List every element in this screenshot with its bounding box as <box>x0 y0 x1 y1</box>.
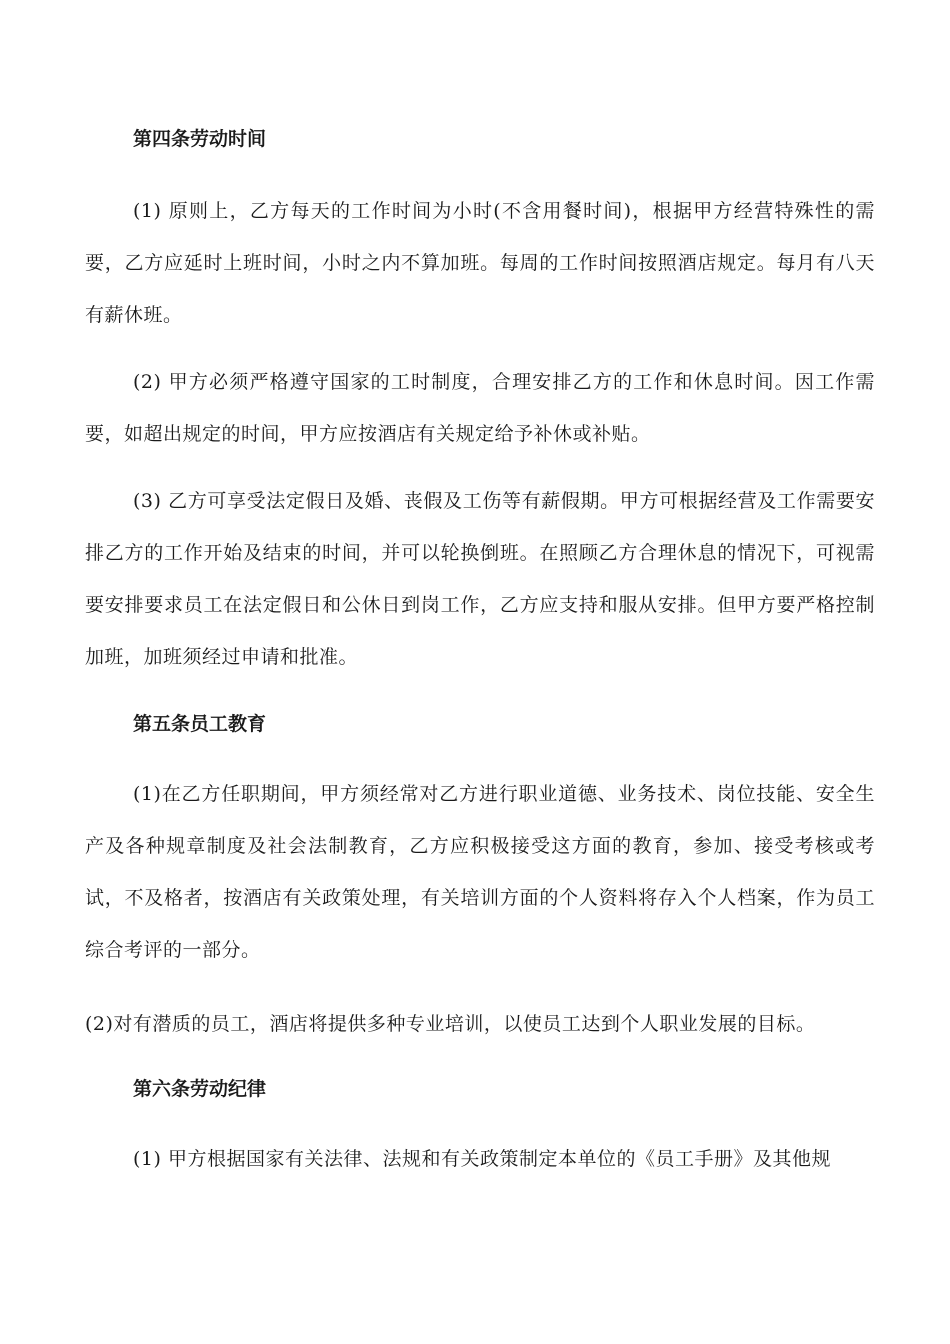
section-heading-4: 第四条劳动时间 <box>133 128 267 150</box>
section-heading-6: 第六条劳动纪律 <box>133 1078 267 1100</box>
paragraph-5-2: (2)对有潜质的员工，酒店将提供多种专业培训，以使员工达到个人职业发展的目标。 <box>85 1013 816 1035</box>
paragraph-5-1: (1)在乙方任职期间，甲方须经常对乙方进行职业道德、业务技术、岗位技能、安全生产及各种规章制度及社会法制教育，乙方应积极接受这方面的教育，参加、接受考核或考试，不及格者，按酒店有关政策处理，有关培训方面的个人资料将存入个人档案，作为员工综合考评的一部分。 <box>85 783 875 961</box>
paragraph-4-2: (2) 甲方必须严格遵守国家的工时制度，合理安排乙方的工作和休息时间。因工作需要，如超出规定的时间，甲方应按酒店有关规定给予补休或补贴。 <box>85 371 875 445</box>
paragraph-4-3: (3) 乙方可享受法定假日及婚、丧假及工伤等有薪假期。甲方可根据经营及工作需要安排乙方的工作开始及结束的时间，并可以轮换倒班。在照顾乙方合理休息的情况下，可视需要安排要求员工在法定假日和公休日到岗工作，乙方应支持和服从安排。但甲方要严格控制加班，加班须经过申请和批准。 <box>85 490 875 668</box>
section-heading-5: 第五条员工教育 <box>133 713 267 735</box>
paragraph-4-1: (1) 原则上，乙方每天的工作时间为小时(不含用餐时间)，根据甲方经营特殊性的需要，乙方应延时上班时间，小时之内不算加班。每周的工作时间按照酒店规定。每月有八天有薪休班。 <box>85 200 875 326</box>
paragraph-6-1: (1) 甲方根据国家有关法律、法规和有关政策制定本单位的《员工手册》及其他规 <box>133 1148 831 1170</box>
